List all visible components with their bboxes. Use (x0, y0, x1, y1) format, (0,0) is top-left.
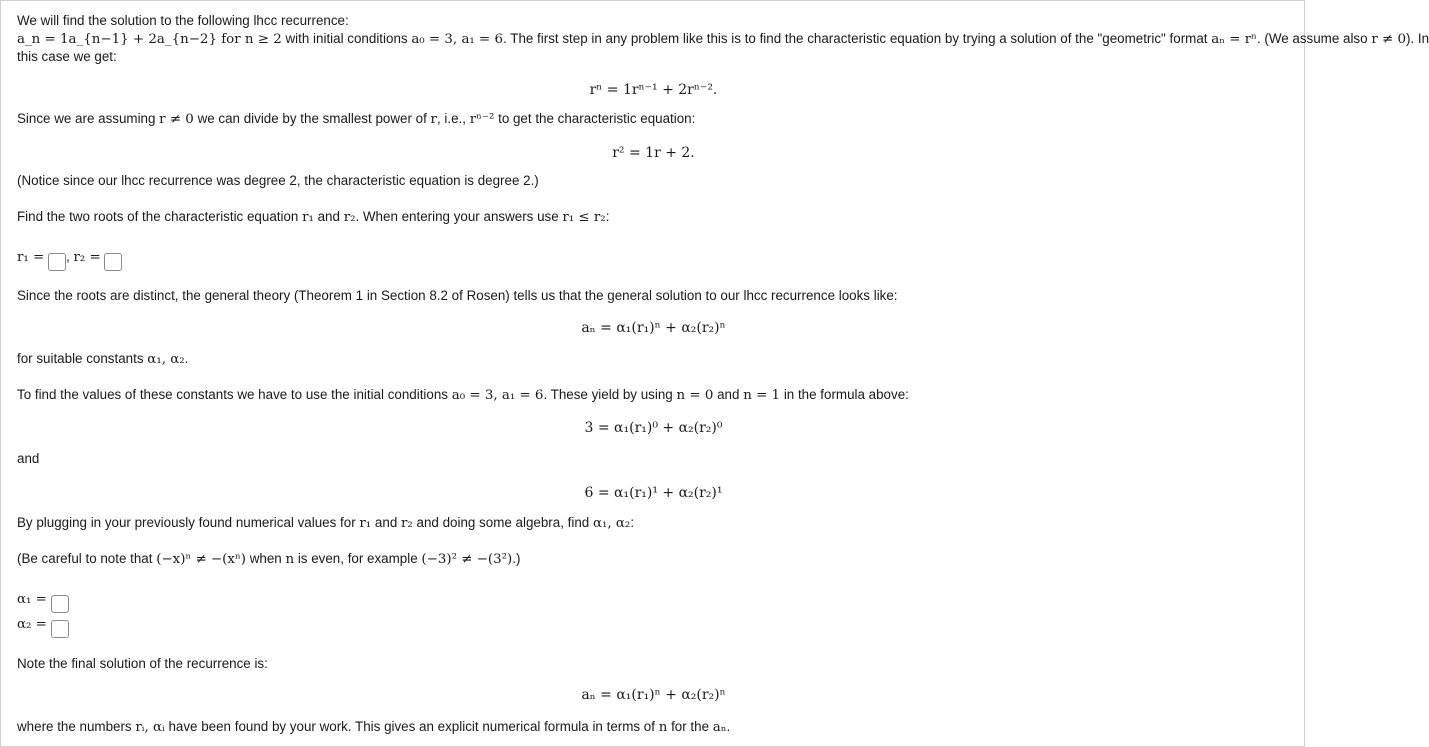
suitable-constants-line (17, 351, 188, 368)
alpha1-answer-input[interactable] (51, 595, 69, 613)
sign-power-math: (−x)ⁿ ≠ −(xⁿ) (156, 552, 246, 567)
general-solution-formula: aₙ = α₁(r₁)ⁿ + α₂(r₂)ⁿ (581, 320, 726, 336)
where-text: for the (671, 719, 710, 734)
intro-text: . The first step in any problem like this is to find the characteristic equation by trying a solution of the "geometric" format (503, 31, 1208, 46)
r-nonzero-math: r ≠ 0 (1371, 32, 1406, 47)
example-math: (−3)² ≠ −(3²) (421, 552, 513, 567)
initial-text: . These yield by using (543, 387, 673, 402)
where-line (17, 719, 730, 736)
where-text: where the numbers (17, 719, 132, 734)
r2-answer-input[interactable] (104, 253, 122, 271)
where-text: . (726, 719, 731, 734)
plugging-text: By plugging in your previously found numerical values for (17, 515, 356, 530)
suitable-text: . (184, 351, 189, 366)
alpha2-label: α₂ = (17, 617, 47, 632)
equation-geometric: rⁿ = 1rⁿ⁻¹ + 2rⁿ⁻². (589, 82, 718, 98)
find-roots-text: Find the two roots of the characteristic equation (17, 209, 299, 224)
careful-note-line (17, 551, 520, 568)
equation-n0: 3 = α₁(r₁)⁰ + α₂(r₂)⁰ (584, 420, 723, 436)
intro-line-2 (17, 31, 1429, 48)
characteristic-equation: r² = 1r + 2. (612, 145, 695, 161)
r-nonzero-math: r ≠ 0 (159, 112, 194, 127)
separator: , (65, 249, 70, 264)
careful-text: .) (512, 551, 521, 566)
divide-text: we can divide by the smallest power of (197, 111, 427, 126)
r-math: r (430, 112, 437, 127)
intro-text: with initial conditions (285, 31, 408, 46)
find-roots-line (17, 209, 609, 226)
distinct-roots-line: Since the roots are distinct, the general theory (Theorem 1 in Section 8.2 of Rosen) tells us that the general solution to our lhcc recurrence looks like: (17, 288, 898, 303)
find-roots-text: : (605, 209, 610, 224)
smallest-power-math: rⁿ⁻² (469, 112, 495, 127)
careful-text: (Be careful to note that (17, 551, 153, 566)
plugging-text: and doing some algebra, find (416, 515, 590, 530)
recurrence-math: a_n = 1a_{n−1} + 2a_{n−2} for n ≥ 2 (17, 32, 282, 47)
where-text: have been found by your work. This gives an explicit numerical formula in terms of (168, 719, 655, 734)
r2-label: r₂ = (73, 250, 101, 265)
final-note-line: Note the final solution of the recurrence is: (17, 656, 268, 671)
careful-text: when (249, 551, 282, 566)
divide-line (17, 111, 695, 128)
intro-text: . (We assume also (1256, 31, 1368, 46)
alpha1-label: α₁ = (17, 592, 47, 607)
and-line: and (17, 451, 40, 466)
initial-conditions-math: a₀ = 3, a₁ = 6 (411, 32, 504, 47)
a-n-math: aₙ (712, 720, 727, 735)
plugging-text: and (374, 515, 398, 530)
initial-conditions-math: a₀ = 3, a₁ = 6 (451, 388, 544, 403)
suitable-text: for suitable constants (17, 351, 144, 366)
alpha2-input-row (17, 616, 69, 638)
r1-label: r₁ = (17, 250, 45, 265)
r1-math: r₁ (302, 210, 314, 225)
initial-text: To find the values of these constants we have to use the initial conditions (17, 387, 448, 402)
divide-text: Since we are assuming (17, 111, 156, 126)
n-zero-math: n = 0 (676, 388, 714, 403)
divide-text: to get the characteristic equation: (498, 111, 696, 126)
r2-math: r₂ (343, 210, 356, 225)
r1-math: r₁ (359, 516, 372, 531)
intro-text: ). In (1405, 31, 1429, 46)
n-math: n (658, 720, 668, 735)
careful-text: is even, for example (297, 551, 418, 566)
final-solution-formula: aₙ = α₁(r₁)ⁿ + α₂(r₂)ⁿ (581, 687, 726, 703)
intro-line-3 (17, 49, 117, 65)
intro-text: We will find the solution to the following lhcc recurrence: (17, 13, 349, 28)
intro-line-1 (17, 13, 349, 29)
n-one-math: n = 1 (743, 388, 781, 403)
alpha-constants-math: α₁, α₂ (592, 516, 631, 531)
r2-math: r₂ (401, 516, 413, 531)
divide-text: , i.e., (436, 111, 466, 126)
found-variables-math: rᵢ, αᵢ (135, 720, 165, 735)
notice-line: (Notice since our lhcc recurrence was degree 2, the characteristic equation is degree 2.) (17, 173, 539, 188)
initial-conditions-line (17, 387, 909, 404)
intro-text: this case we get: (17, 49, 117, 64)
plugging-line (17, 515, 634, 532)
root-inputs-row (17, 249, 122, 271)
alpha1-input-row (17, 591, 69, 613)
find-roots-text: and (317, 209, 340, 224)
r1-answer-input[interactable] (48, 253, 66, 271)
n-math: n (285, 552, 295, 567)
plugging-text: : (630, 515, 635, 530)
initial-text: in the formula above: (783, 387, 909, 402)
equation-n1: 6 = α₁(r₁)¹ + α₂(r₂)¹ (584, 485, 723, 501)
initial-text: and (717, 387, 740, 402)
geometric-form-math: aₙ = rⁿ (1211, 32, 1257, 47)
find-roots-text: . When entering your answers use (355, 209, 559, 224)
alpha-constants-math: α₁, α₂ (147, 352, 185, 367)
alpha2-answer-input[interactable] (51, 620, 69, 638)
root-order-math: r₁ ≤ r₂ (562, 210, 606, 225)
